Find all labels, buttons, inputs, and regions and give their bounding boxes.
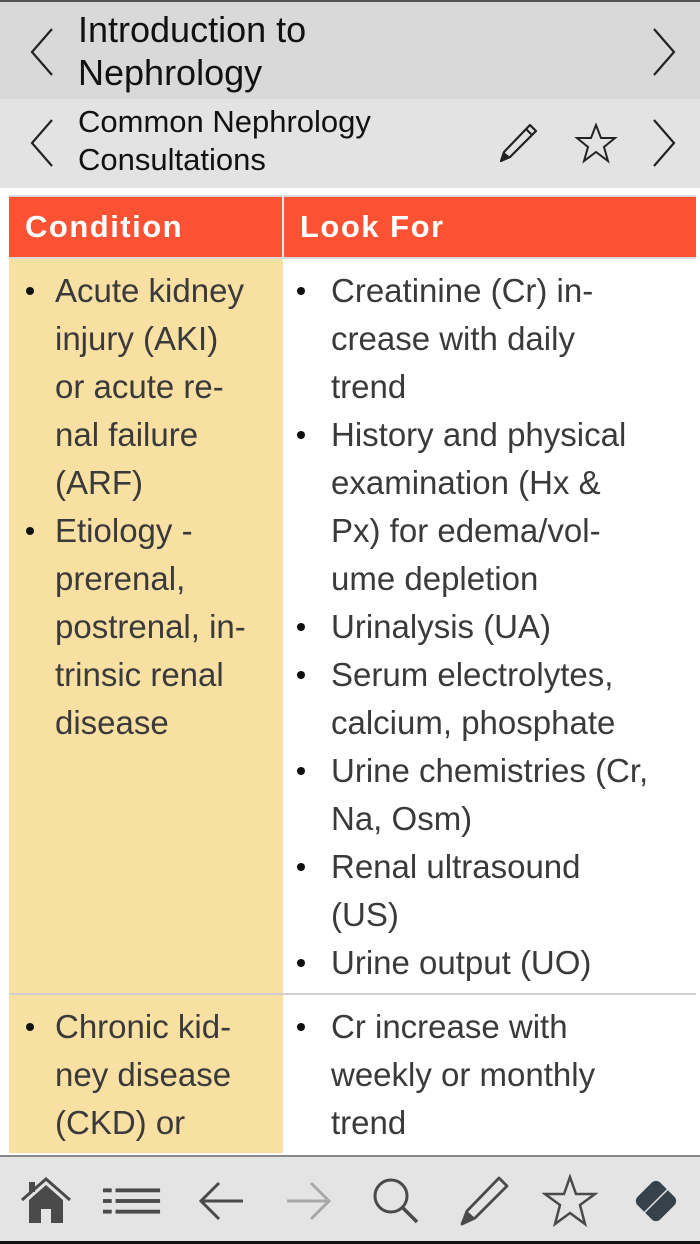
pencil-icon	[496, 121, 540, 165]
section-title: Common Nephrology Consultations	[78, 104, 371, 177]
notes-button[interactable]	[454, 1171, 514, 1231]
look-for-item: Creatinine (Cr) in- crease with daily trend	[293, 267, 692, 411]
star-outline-icon	[542, 1174, 598, 1228]
home-icon	[19, 1174, 73, 1228]
condition-cell	[9, 258, 283, 994]
star-outline-icon	[574, 121, 618, 165]
look-for-item: History and physical examination (Hx & Px) for edema/vol- ume depletion	[293, 411, 692, 603]
consultations-table	[9, 195, 696, 1153]
pencil-icon	[457, 1174, 511, 1228]
look-for-item: Cr increase with weekly or monthly trend	[293, 1003, 692, 1147]
highlighter-button[interactable]	[626, 1171, 686, 1231]
chevron-left-icon	[28, 26, 56, 78]
table-row	[9, 258, 696, 994]
condition-item: Chronic kid- ney disease (CKD) or	[21, 1003, 279, 1147]
column-header-condition: Condition	[9, 196, 283, 258]
list-icon	[102, 1181, 162, 1221]
bookmark-button[interactable]	[572, 119, 620, 167]
arrow-right-icon	[283, 1179, 333, 1223]
search-button[interactable]	[366, 1171, 426, 1231]
bottom-toolbar	[0, 1155, 700, 1241]
eraser-icon	[628, 1173, 684, 1229]
chapter-next-button[interactable]	[644, 22, 684, 82]
section-nav-bar	[0, 99, 700, 188]
content-area[interactable]	[0, 188, 700, 1155]
table-row	[9, 994, 696, 1153]
chevron-right-icon	[650, 117, 678, 169]
condition-cell	[9, 994, 283, 1153]
look-for-item: Serum electrolytes, calcium, phosphate	[293, 651, 692, 747]
column-header-look-for: Look For	[283, 196, 696, 258]
section-next-button[interactable]	[644, 113, 684, 173]
chevron-right-icon	[650, 26, 678, 78]
arrow-left-icon	[197, 1179, 247, 1223]
look-for-item: Urine chemistries (Cr, Na, Osm)	[293, 747, 692, 843]
section-prev-button[interactable]	[22, 113, 62, 173]
chevron-left-icon	[28, 117, 56, 169]
look-for-item: Renal ultrasound (US)	[293, 843, 692, 939]
chapter-prev-button[interactable]	[22, 22, 62, 82]
search-icon	[369, 1174, 423, 1228]
look-for-cell	[283, 258, 696, 994]
bookmarks-button[interactable]	[540, 1171, 600, 1231]
chapter-nav-bar	[0, 2, 700, 99]
back-button[interactable]	[192, 1171, 252, 1231]
forward-button[interactable]	[278, 1171, 338, 1231]
look-for-item: Urinalysis (UA)	[293, 603, 692, 651]
home-button[interactable]	[16, 1171, 76, 1231]
condition-item: Etiology - prerenal, postrenal, in- trinsic renal disease	[21, 507, 279, 747]
condition-item: Acute kidney injury (AKI) or acute re- nal failure (ARF)	[21, 267, 279, 507]
table-header-row	[9, 196, 696, 258]
add-note-button[interactable]	[494, 119, 542, 167]
look-for-item: Urine output (UO)	[293, 939, 692, 987]
chapter-title: Introduction to Nephrology	[78, 9, 307, 93]
contents-button[interactable]	[102, 1171, 162, 1231]
look-for-cell	[283, 994, 696, 1153]
